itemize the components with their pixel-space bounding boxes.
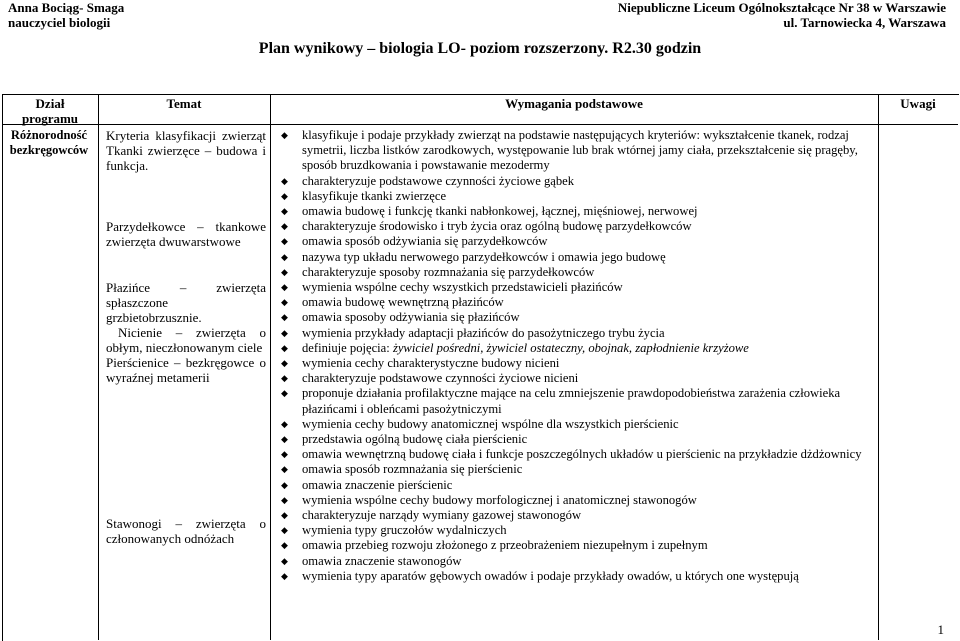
- col-header-dzial-line2: programu: [21, 111, 79, 126]
- requirement-text: charakteryzuje podstawowe czynności życiowe gąbek: [302, 173, 575, 188]
- requirement-text: proponuje działania profilaktyczne mające na celu zmniejszenie prawdopodobieństwa zarażenia człowieka płazińcami i obleńcami pasożytniczymi: [302, 386, 841, 416]
- list-item: [278, 234, 878, 249]
- list-item: [278, 523, 878, 538]
- list-item: [278, 554, 878, 569]
- requirement-text: omawia sposób rozmnażania się pierścienic: [302, 462, 523, 477]
- bullet-icon: ◆: [281, 190, 288, 201]
- col-header-temat: Temat: [166, 96, 202, 111]
- table-header-rule: [2, 124, 958, 125]
- school-block: [618, 0, 946, 30]
- list-item: [278, 538, 878, 553]
- requirement-text: omawia sposób odżywiania się parzydełkowców: [302, 234, 548, 249]
- requirement-text: wymienia typy aparatów gębowych owadów i podaje przykłady owadów, u których one występują: [302, 568, 799, 583]
- requirement-text: charakteryzuje sposoby rozmnażania się parzydełkowców: [302, 264, 595, 279]
- school-name: Niepubliczne Liceum Ogólnokształcące Nr 38 w Warszawie: [617, 0, 946, 15]
- bullet-icon: ◆: [281, 282, 288, 293]
- topic-text: Kryteria klasyfikacji zwierząt Tkanki zwierzęce – budowa i funkcja.: [106, 128, 266, 173]
- bullet-icon: ◆: [281, 418, 288, 429]
- requirement-text: omawia znaczenie pierścienic: [302, 477, 453, 492]
- list-item: [278, 204, 878, 219]
- requirement-text: charakteryzuje narządy wymiany gazowej stawonogów: [302, 508, 582, 523]
- list-item: [278, 310, 878, 325]
- school-address: ul. Tarnowiecka 4, Warszawa: [783, 15, 946, 30]
- requirement-text: wymienia cechy budowy anatomicznej wspólne dla wszystkich pierścienic: [302, 416, 679, 431]
- bullet-icon: ◆: [281, 510, 288, 521]
- list-item: [278, 280, 878, 295]
- requirement-text: charakteryzuje podstawowe czynności życiowe nicieni: [302, 371, 579, 386]
- topic-cell: [106, 516, 266, 546]
- topic-text: Nicienie – zwierzęta o obłym, nieczłonowanym ciele: [106, 325, 266, 355]
- table-divider: [98, 94, 99, 640]
- list-item: [278, 462, 878, 477]
- list-item: [278, 356, 878, 371]
- bullet-icon: ◆: [281, 388, 288, 399]
- bullet-icon: ◆: [281, 525, 288, 536]
- bullet-icon: ◆: [281, 358, 288, 369]
- bullet-icon: ◆: [281, 266, 288, 277]
- requirements-list: [278, 128, 878, 584]
- col-header-dzial-line1: Dział: [35, 96, 65, 111]
- list-item: [278, 250, 878, 265]
- list-item: [278, 493, 878, 508]
- table-divider: [270, 94, 271, 640]
- topic-cell: [106, 280, 266, 385]
- table-divider: [878, 94, 879, 640]
- list-item: [278, 341, 878, 356]
- bullet-icon: ◆: [281, 373, 288, 384]
- requirement-text: przedstawia ogólną budowę ciała pierścienic: [302, 432, 528, 447]
- bullet-icon: ◆: [281, 312, 288, 323]
- bullet-icon: ◆: [281, 479, 288, 490]
- topic-text: Stawonogi – zwierzęta o członowanych odnóżach: [106, 516, 266, 546]
- list-item: [278, 447, 878, 462]
- list-item: [278, 174, 878, 189]
- bullet-icon: ◆: [281, 449, 288, 460]
- topic-cell: [106, 219, 266, 249]
- bullet-icon: ◆: [281, 130, 288, 140]
- list-item: [278, 189, 878, 204]
- col-header-wymagania: Wymagania podstawowe: [505, 96, 643, 111]
- topic-cell: [106, 128, 266, 173]
- topic-text: Parzydełkowce – tkankowe zwierzęta dwuwarstwowe: [106, 219, 266, 249]
- requirement-text: omawia znaczenie stawonogów: [302, 553, 462, 568]
- col-header-uwagi: Uwagi: [900, 96, 936, 111]
- section-name-line1: Różnorodność: [10, 128, 88, 142]
- list-item: [278, 219, 878, 234]
- requirement-text: wymienia typy gruczołów wydalniczych: [302, 523, 507, 538]
- requirement-text: nazywa typ układu nerwowego parzydełkowców i omawia jego budowę: [302, 249, 666, 264]
- list-item: [278, 508, 878, 523]
- col-header-dzial: [2, 96, 98, 126]
- bullet-icon: ◆: [281, 206, 288, 217]
- list-item: [278, 128, 878, 174]
- list-item: [278, 386, 878, 416]
- author-block: [8, 0, 124, 30]
- list-item: [278, 417, 878, 432]
- document-title: Plan wynikowy – biologia LO- poziom rozszerzony. R2.30 godzin: [258, 40, 702, 57]
- requirement-text: omawia przebieg rozwoju złożonego z przeobrażeniem niezupełnym i zupełnym: [302, 538, 708, 553]
- section-name-line2: bezkręgowców: [9, 143, 89, 157]
- requirement-text: omawia budowę wewnętrzną płazińców: [302, 295, 504, 310]
- requirement-text: definiuje pojęcia:: [302, 340, 390, 355]
- list-item: [278, 265, 878, 280]
- bullet-icon: ◆: [281, 175, 288, 186]
- bullet-icon: ◆: [281, 434, 288, 445]
- requirement-text: omawia sposoby odżywiania się płazińców: [302, 310, 520, 325]
- bullet-icon: ◆: [281, 221, 288, 232]
- list-item: [278, 295, 878, 310]
- definition-terms: żywiciel pośredni, żywiciel ostateczny, obojnak, zapłodnienie krzyżowe: [392, 340, 749, 355]
- bullet-icon: ◆: [281, 494, 288, 505]
- bullet-icon: ◆: [281, 236, 288, 247]
- requirement-text: klasyfikuje i podaje przykłady zwierząt na podstawie następujących kryteriów: wykształcenie tkanek, rodzaj symetrii, liczba listków zarodkowych, występowanie lub brak wtórnej jamy ciała, przekształcenie się pragęby, sposób bruzdkowania i powstawanie mezodermy: [302, 128, 858, 173]
- list-item: [278, 371, 878, 386]
- bullet-icon: ◆: [281, 297, 288, 308]
- bullet-icon: ◆: [281, 570, 288, 581]
- bullet-icon: ◆: [281, 327, 288, 338]
- page-number: 1: [937, 622, 944, 637]
- requirement-text: omawia wewnętrzną budowę ciała i funkcje poszczególnych układów u pierścienic na przykładzie dżdżownicy: [302, 447, 862, 462]
- bullet-icon: ◆: [281, 342, 288, 353]
- requirement-text: wymienia przykłady adaptacji płazińców do pasożytniczego trybu życia: [302, 325, 665, 340]
- list-item: [278, 569, 878, 584]
- requirement-text: wymienia cechy charakterystyczne budowy nicieni: [302, 356, 560, 371]
- author-role: nauczyciel biologii: [8, 15, 111, 30]
- requirement-text: wymienia wspólne cechy wszystkich przedstawicieli płazińców: [302, 280, 623, 295]
- section-name: [3, 128, 95, 158]
- bullet-icon: ◆: [281, 464, 288, 475]
- bullet-icon: ◆: [281, 540, 288, 551]
- list-item: [278, 432, 878, 447]
- bullet-icon: ◆: [281, 251, 288, 262]
- list-item: [278, 326, 878, 341]
- topic-text: Pierścienice – bezkręgowce o wyraźnej metamerii: [106, 355, 266, 385]
- requirement-text: wymienia wspólne cechy budowy morfologicznej i anatomicznej stawonogów: [302, 492, 697, 507]
- bullet-icon: ◆: [281, 555, 288, 566]
- requirement-text: omawia budowę i funkcję tkanki nabłonkowej, łącznej, mięśniowej, nerwowej: [302, 204, 698, 219]
- author-name: Anna Bociąg- Smaga: [8, 0, 125, 15]
- requirement-text: charakteryzuje środowisko i tryb życia oraz ogólną budowę parzydełkowców: [302, 219, 692, 234]
- list-item: [278, 478, 878, 493]
- requirement-text: klasyfikuje tkanki zwierzęce: [302, 188, 447, 203]
- topic-text: Płazińce – zwierzęta spłaszczone grzbietobrzusznie.: [106, 280, 266, 325]
